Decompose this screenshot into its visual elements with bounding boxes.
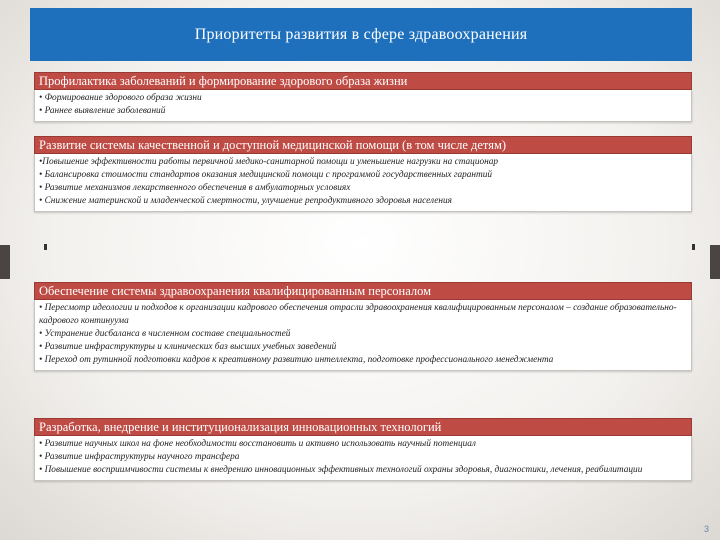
list-item: •Повышение эффективности работы первичной медико-санитарной помощи и уменьшение нагрузки на стационар: [39, 157, 499, 167]
section-innovation: [34, 418, 692, 481]
page-number: 3: [704, 524, 710, 534]
list-item: • Развитие инфраструктуры и клинических баз высших учебных заведений: [39, 342, 337, 352]
list-item: • Развитие механизмов лекарственного обеспечения в амбулаторных условиях: [39, 183, 351, 193]
list-item: • Балансировка стоимости стандартов оказания медицинской помощи с программой государственных гарантий: [39, 170, 493, 180]
section-prevention: [34, 72, 692, 122]
list-item: • Раннее выявление заболеваний: [39, 106, 166, 116]
list-item: • Формирование здорового образа жизни: [39, 93, 202, 103]
right-decor-tab: [710, 245, 720, 279]
section-body: [34, 154, 692, 212]
section-body: [34, 436, 692, 481]
section-body: [34, 90, 692, 122]
section-header: Обеспечение системы здравоохранения квалифицированным персоналом: [34, 282, 692, 300]
section-personnel: [34, 282, 692, 371]
slide-title-text: Приоритеты развития в сфере здравоохранения: [194, 25, 528, 43]
section-header: Развитие системы качественной и доступной медицинской помощи (в том числе детям): [34, 136, 692, 154]
section-quality-care: [34, 136, 692, 212]
section-header: Профилактика заболеваний и формирование здорового образа жизни: [34, 72, 692, 90]
section-header: Разработка, внедрение и институционализация инновационных технологий: [34, 418, 692, 436]
section-body: [34, 300, 692, 371]
list-item: • Развитие научных школ на фоне необходимости восстановить и активно использовать научный потенциал: [39, 439, 476, 449]
list-item: • Устранение дисбаланса в численном составе специальностей: [39, 329, 291, 339]
left-decor-tab: [0, 245, 10, 279]
list-item: • Пересмотр идеологии и подходов к организации кадрового обеспечения отрасли здравоохранения квалифицированным персоналом – создание образовательно-кадрового континуума: [39, 303, 677, 326]
left-marker: [44, 244, 47, 250]
list-item: • Повышение восприимчивости системы к внедрению инновационных эффективных технологий охраны здоровья, диагностики, лечения, реабилитации: [39, 465, 643, 475]
list-item: • Развитие инфраструктуры научного трансфера: [39, 452, 240, 462]
slide-title: [30, 8, 692, 61]
list-item: • Снижение материнской и младенческой смертности, улучшение репродуктивного здоровья населения: [39, 196, 452, 206]
list-item: • Переход от рутинной подготовки кадров к креативному развитию интеллекта, подготовке профессионального менеджмента: [39, 355, 554, 365]
right-marker: [692, 244, 695, 250]
